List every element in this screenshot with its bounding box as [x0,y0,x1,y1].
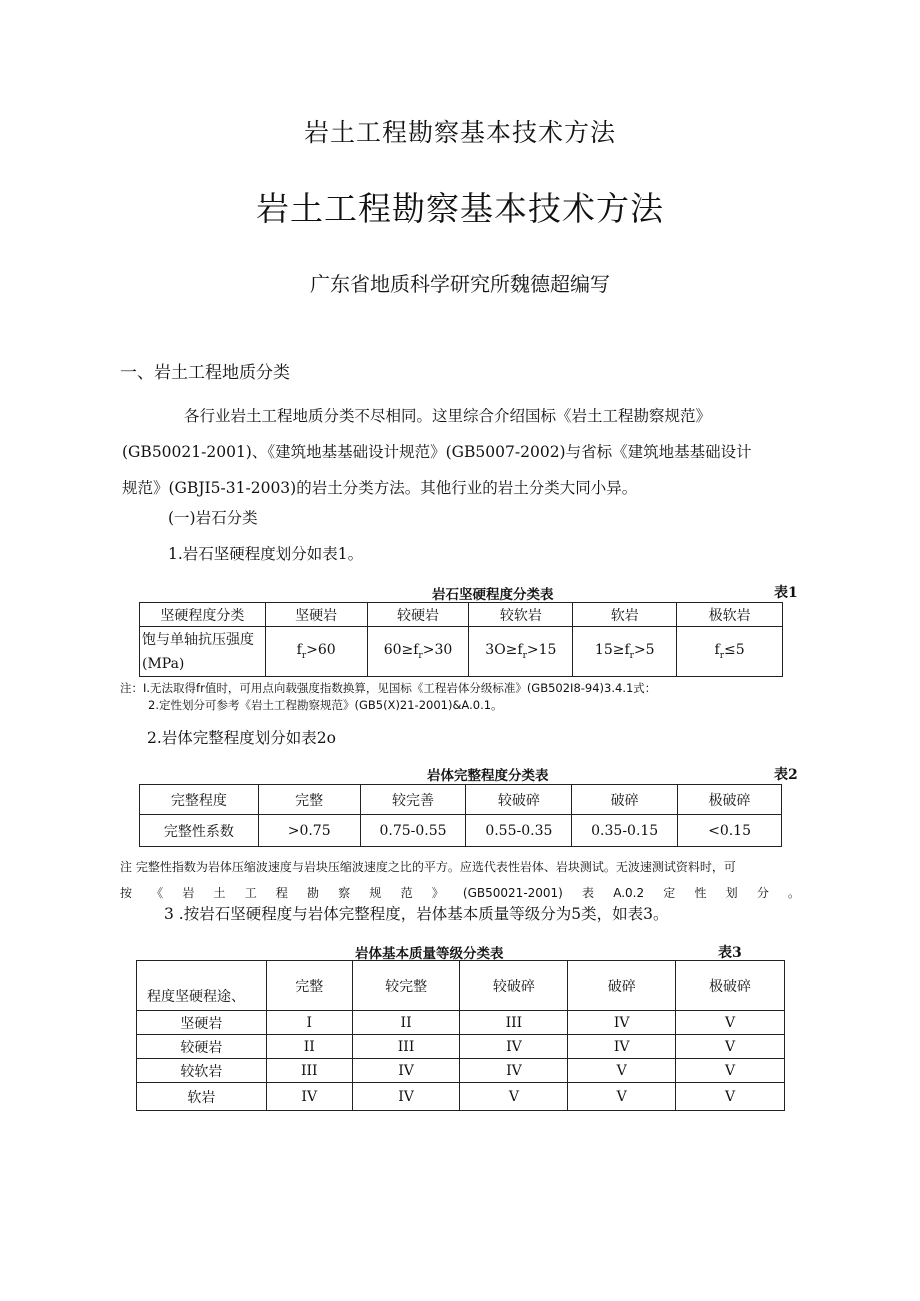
table1-value-cell: $15\ge f_r>5$ [573,627,677,677]
table3-row-label: 较软岩 [137,1059,267,1083]
table2-note-line-1: 注 完整性指数为岩体压缩波速度与岩块压缩波速度之比的平方。应选代表性岩体、岩块测试。无波速测试资料时，可 [120,860,736,874]
table3-row-label: 坚硬岩 [137,1011,267,1035]
table3-cell: II [266,1035,352,1059]
table1-header-cell: 较软岩 [469,603,573,627]
table3-row-label: 较硬岩 [137,1035,267,1059]
table1-value-cell: $f_r\le 5$ [677,627,783,677]
intro-line-1: 各行业岩土工程地质分类不尽相同。这里综合介绍国标《岩土工程勘察规范》 [184,407,712,425]
subsection-heading: (一)岩石分类 [168,509,258,527]
table3-title: 岩体基本质量等级分类表 [355,946,504,962]
table3-corner-cell: 程度坚硬程途、 [137,961,267,1011]
table2-header-cell: 较完善 [360,785,466,815]
item-3-text: 3 .按岩石坚硬程度与岩体完整程度，岩体基本质量等级分为5类，如表3。 [164,905,669,923]
table1-note-2: 2.定性划分可参考《岩土工程勘察规范》(GB5(X)21-2001)&A.0.1。 [148,698,503,712]
table3-cell: IV [568,1011,676,1035]
table2-header-cell: 完整 [258,785,360,815]
table1 [139,602,783,677]
table1-value-cell: $60\ge f_r>30$ [367,627,469,677]
table3-cell: V [568,1059,676,1083]
table3-cell: IV [460,1059,568,1083]
table3-cell: V [676,1083,785,1111]
table2-cell: 0.35-0.15 [572,815,678,847]
table3-header-cell: 极破碎 [676,961,785,1011]
table2-note-line-2: 按《岩土工程勘察规范》(GB50021-2001)表A.0.2定性划分。 [120,886,800,900]
table1-number: 表1 [774,585,798,601]
table2-cell: 0.75-0.55 [360,815,466,847]
intro-paragraph [122,398,812,506]
intro-line-3: 规范》(GBJI5-31-2003)的岩土分类方法。其他行业的岩土分类大同小异。 [122,479,638,497]
table3-row [137,1059,785,1083]
table1-title: 岩石坚硬程度分类表 [432,587,554,603]
table3-header-cell: 较完整 [352,961,460,1011]
author-line: 广东省地质科学研究所魏德超编写 [310,272,610,296]
document-title-small: 岩土工程勘察基本技术方法 [303,118,616,147]
table3-row-label: 软岩 [137,1083,267,1111]
table2 [139,784,782,847]
table1-header-cell: 较硬岩 [367,603,469,627]
intro-line-2: (GB50021-2001)、《建筑地基基础设计规范》(GB5007-2002)与省标《建筑地基基础设计 [122,443,752,461]
table3-cell: IV [352,1083,460,1111]
table1-header-cell: 坚硬程度分类 [140,603,266,627]
table2-cell: >0.75 [258,815,360,847]
table3-cell: V [676,1035,785,1059]
table2-cell: 完整性系数 [140,815,259,847]
table1-header-cell: 极软岩 [677,603,783,627]
table3-cell: III [266,1059,352,1083]
table3-header-cell: 破碎 [568,961,676,1011]
section-heading: 一、岩土工程地质分类 [120,363,290,383]
table3-row [137,1035,785,1059]
table3 [136,960,785,1111]
table3-cell: I [266,1011,352,1035]
table3-cell: IV [266,1083,352,1111]
table3-row [137,1011,785,1035]
table2-title: 岩体完整程度分类表 [427,768,549,784]
table3-cell: III [352,1035,460,1059]
table2-header-cell: 完整程度 [140,785,259,815]
table3-cell: III [460,1011,568,1035]
table1-value-cell: $3O\ge f_r>15$ [469,627,573,677]
table2-data-row [140,815,782,847]
table2-cell: 0.55-0.35 [466,815,572,847]
table2-number: 表2 [774,767,798,783]
document-title: 岩土工程勘察基本技术方法 [256,189,664,228]
table3-number: 表3 [718,945,742,961]
table3-header-row [137,961,785,1011]
table1-value-cell: $f_r>60$ [265,627,367,677]
table3-header-cell: 较破碎 [460,961,568,1011]
table3-cell: II [352,1011,460,1035]
table3-cell: IV [568,1035,676,1059]
item-2-text: 2.岩体完整程度划分如表2o [147,729,336,747]
table1-header-cell: 坚硬岩 [265,603,367,627]
table3-cell: V [676,1059,785,1083]
table2-header-cell: 破碎 [572,785,678,815]
item-1-text: 1.岩石坚硬程度划分如表1。 [168,545,364,563]
table1-note-1: 注：I.无法取得fr值时，可用点向载强度指数换算，见国标《工程岩体分级标准》(GB502I8-94)3.4.1式： [120,681,657,695]
table1-row-label: 饱与单轴抗压强度(MPa) [140,627,266,677]
table2-note [120,854,800,906]
table3-cell: V [676,1011,785,1035]
table3-cell: IV [352,1059,460,1083]
table2-cell: <0.15 [678,815,782,847]
table3-header-cell: 完整 [266,961,352,1011]
table3-cell: V [568,1083,676,1111]
table3-cell: IV [460,1035,568,1059]
table3-row [137,1083,785,1111]
table2-header-cell: 较破碎 [466,785,572,815]
table1-header-row [140,603,783,627]
table1-header-cell: 软岩 [573,603,677,627]
table1-data-row [140,627,783,677]
table2-header-cell: 极破碎 [678,785,782,815]
table3-cell: V [460,1083,568,1111]
table2-header-row [140,785,782,815]
